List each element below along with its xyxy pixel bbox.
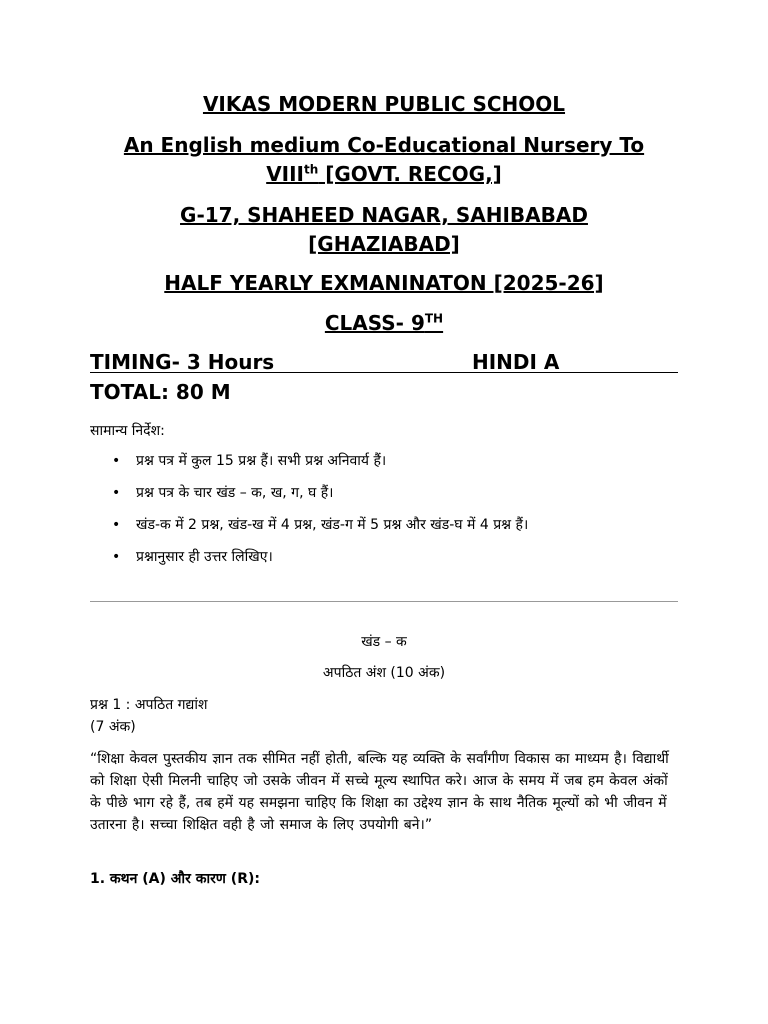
timing-subject-row — [90, 350, 678, 373]
tagline-line-1: An English medium Co-Educational Nursery To — [123, 133, 645, 157]
subject: HINDI A — [472, 350, 560, 374]
list-item: • प्रश्नानुसार ही उत्तर लिखिए। — [90, 546, 660, 568]
bullet-icon: • — [112, 453, 121, 469]
list-item: • प्रश्न पत्र के चार खंड – क, ख, ग, घ हैं। — [90, 482, 660, 504]
question-marks: (7 अंक) — [90, 719, 136, 735]
exam-title: HALF YEARLY EXMANINATON [2025-26] — [164, 271, 604, 295]
school-address — [90, 201, 678, 259]
list-item: • प्रश्न पत्र में कुल 15 प्रश्न हैं। सभी प्रश्न अनिवार्य हैं। — [90, 450, 660, 472]
bullet-icon: • — [112, 485, 121, 501]
total-marks: TOTAL: 80 M — [90, 380, 231, 404]
school-tagline — [90, 131, 678, 189]
bullet-icon: • — [112, 517, 121, 533]
address-line-1: G-17, SHAHEED NAGAR, SAHIBABAD — [180, 203, 588, 227]
bullet-icon: • — [112, 549, 121, 565]
list-item: • खंड-क में 2 प्रश्न, खंड-ख में 4 प्रश्न, खंड-ग में 5 प्रश्न और खंड-घ में 4 प्रश्न हैं। — [90, 514, 660, 536]
divider — [90, 601, 678, 602]
school-name: VIKAS MODERN PUBLIC SCHOOL — [202, 92, 566, 116]
timing: TIMING- 3 Hours — [90, 350, 275, 374]
instructions-list — [90, 450, 660, 578]
sub-question-1: 1. कथन (A) और कारण (R): — [90, 871, 260, 887]
address-line-2: [GHAZIABAD] — [308, 232, 460, 256]
tagline-line-2: VIIIth [GOVT. RECOG,] — [266, 162, 502, 186]
section-title: खंड – क — [361, 634, 407, 650]
instructions-heading: सामान्य निर्देश: — [90, 423, 165, 439]
section-subtitle: अपठित अंश (10 अंक) — [322, 665, 446, 681]
class-label: CLASS- 9TH — [324, 311, 444, 335]
passage-text: “शिक्षा केवल पुस्तकीय ज्ञान तक सीमित नहीं होती, बल्कि यह व्यक्ति के सर्वांगीण विकास का माध्यम है। विद्यार्थी को शिक्षा ऐसी मिलनी चाहिए जो उसके जीवन में सच्चे मूल्य स्थापित करे। आज के समय में जब हम केवल अंकों के पीछे भाग रहे हैं, तब हमें यह समझना चाहिए कि शिक्षा का उद्देश्य ज्ञान के साथ नैतिक मूल्यों को भी जीवन में उतारना है। सच्चा शिक्षित वही है जो समाज के लिए उपयोगी बने।” — [90, 751, 669, 833]
question-heading: प्रश्न 1 : अपठित गद्यांश — [90, 697, 208, 713]
